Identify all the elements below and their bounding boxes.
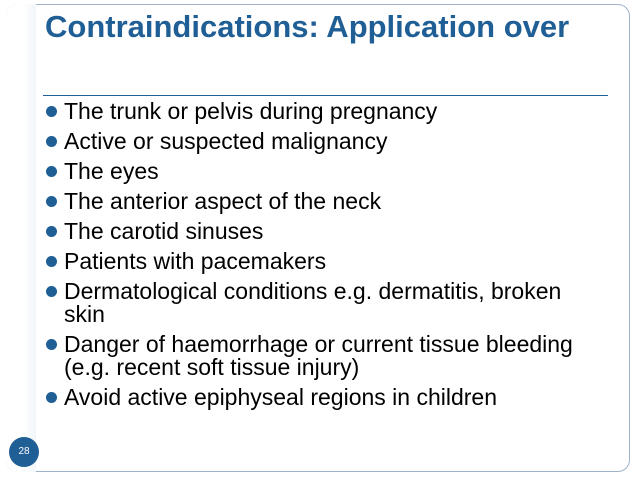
bullet-icon — [46, 286, 57, 297]
bullet-icon — [46, 392, 57, 403]
bullet-text: Danger of haemorrhage or current tissue bleeding (e.g. recent soft tissue injury) — [64, 331, 573, 380]
bullet-icon — [46, 226, 57, 237]
bullet-icon — [46, 256, 57, 267]
bullet-item — [45, 220, 605, 243]
bullet-icon — [46, 106, 57, 117]
bullet-item — [45, 250, 605, 273]
bullet-text: The carotid sinuses — [64, 218, 264, 244]
bullet-icon — [46, 166, 57, 177]
bullet-icon — [46, 196, 57, 207]
title-divider — [43, 95, 608, 96]
bullet-item — [45, 100, 605, 123]
bullet-list — [45, 100, 605, 416]
bullet-item — [45, 160, 605, 183]
bullet-text: Active or suspected malignancy — [64, 128, 388, 154]
bullet-text: The eyes — [64, 158, 159, 184]
bullet-item — [45, 280, 605, 326]
slide-number-badge: 28 — [9, 437, 39, 467]
slide-left-margin — [6, 4, 36, 472]
bullet-text: The trunk or pelvis during pregnancy — [64, 98, 438, 124]
bullet-item — [45, 386, 605, 409]
bullet-item — [45, 333, 605, 379]
bullet-item — [45, 130, 605, 153]
slide-title: Contraindications: Application over — [45, 9, 570, 44]
bullet-icon — [46, 136, 57, 147]
bullet-text: Patients with pacemakers — [64, 248, 327, 274]
bullet-text: The anterior aspect of the neck — [64, 188, 382, 214]
bullet-item — [45, 190, 605, 213]
bullet-icon — [46, 339, 57, 350]
bullet-text: Dermatological conditions e.g. dermatitis, broken skin — [64, 278, 562, 327]
bullet-text: Avoid active epiphyseal regions in children — [64, 384, 498, 410]
